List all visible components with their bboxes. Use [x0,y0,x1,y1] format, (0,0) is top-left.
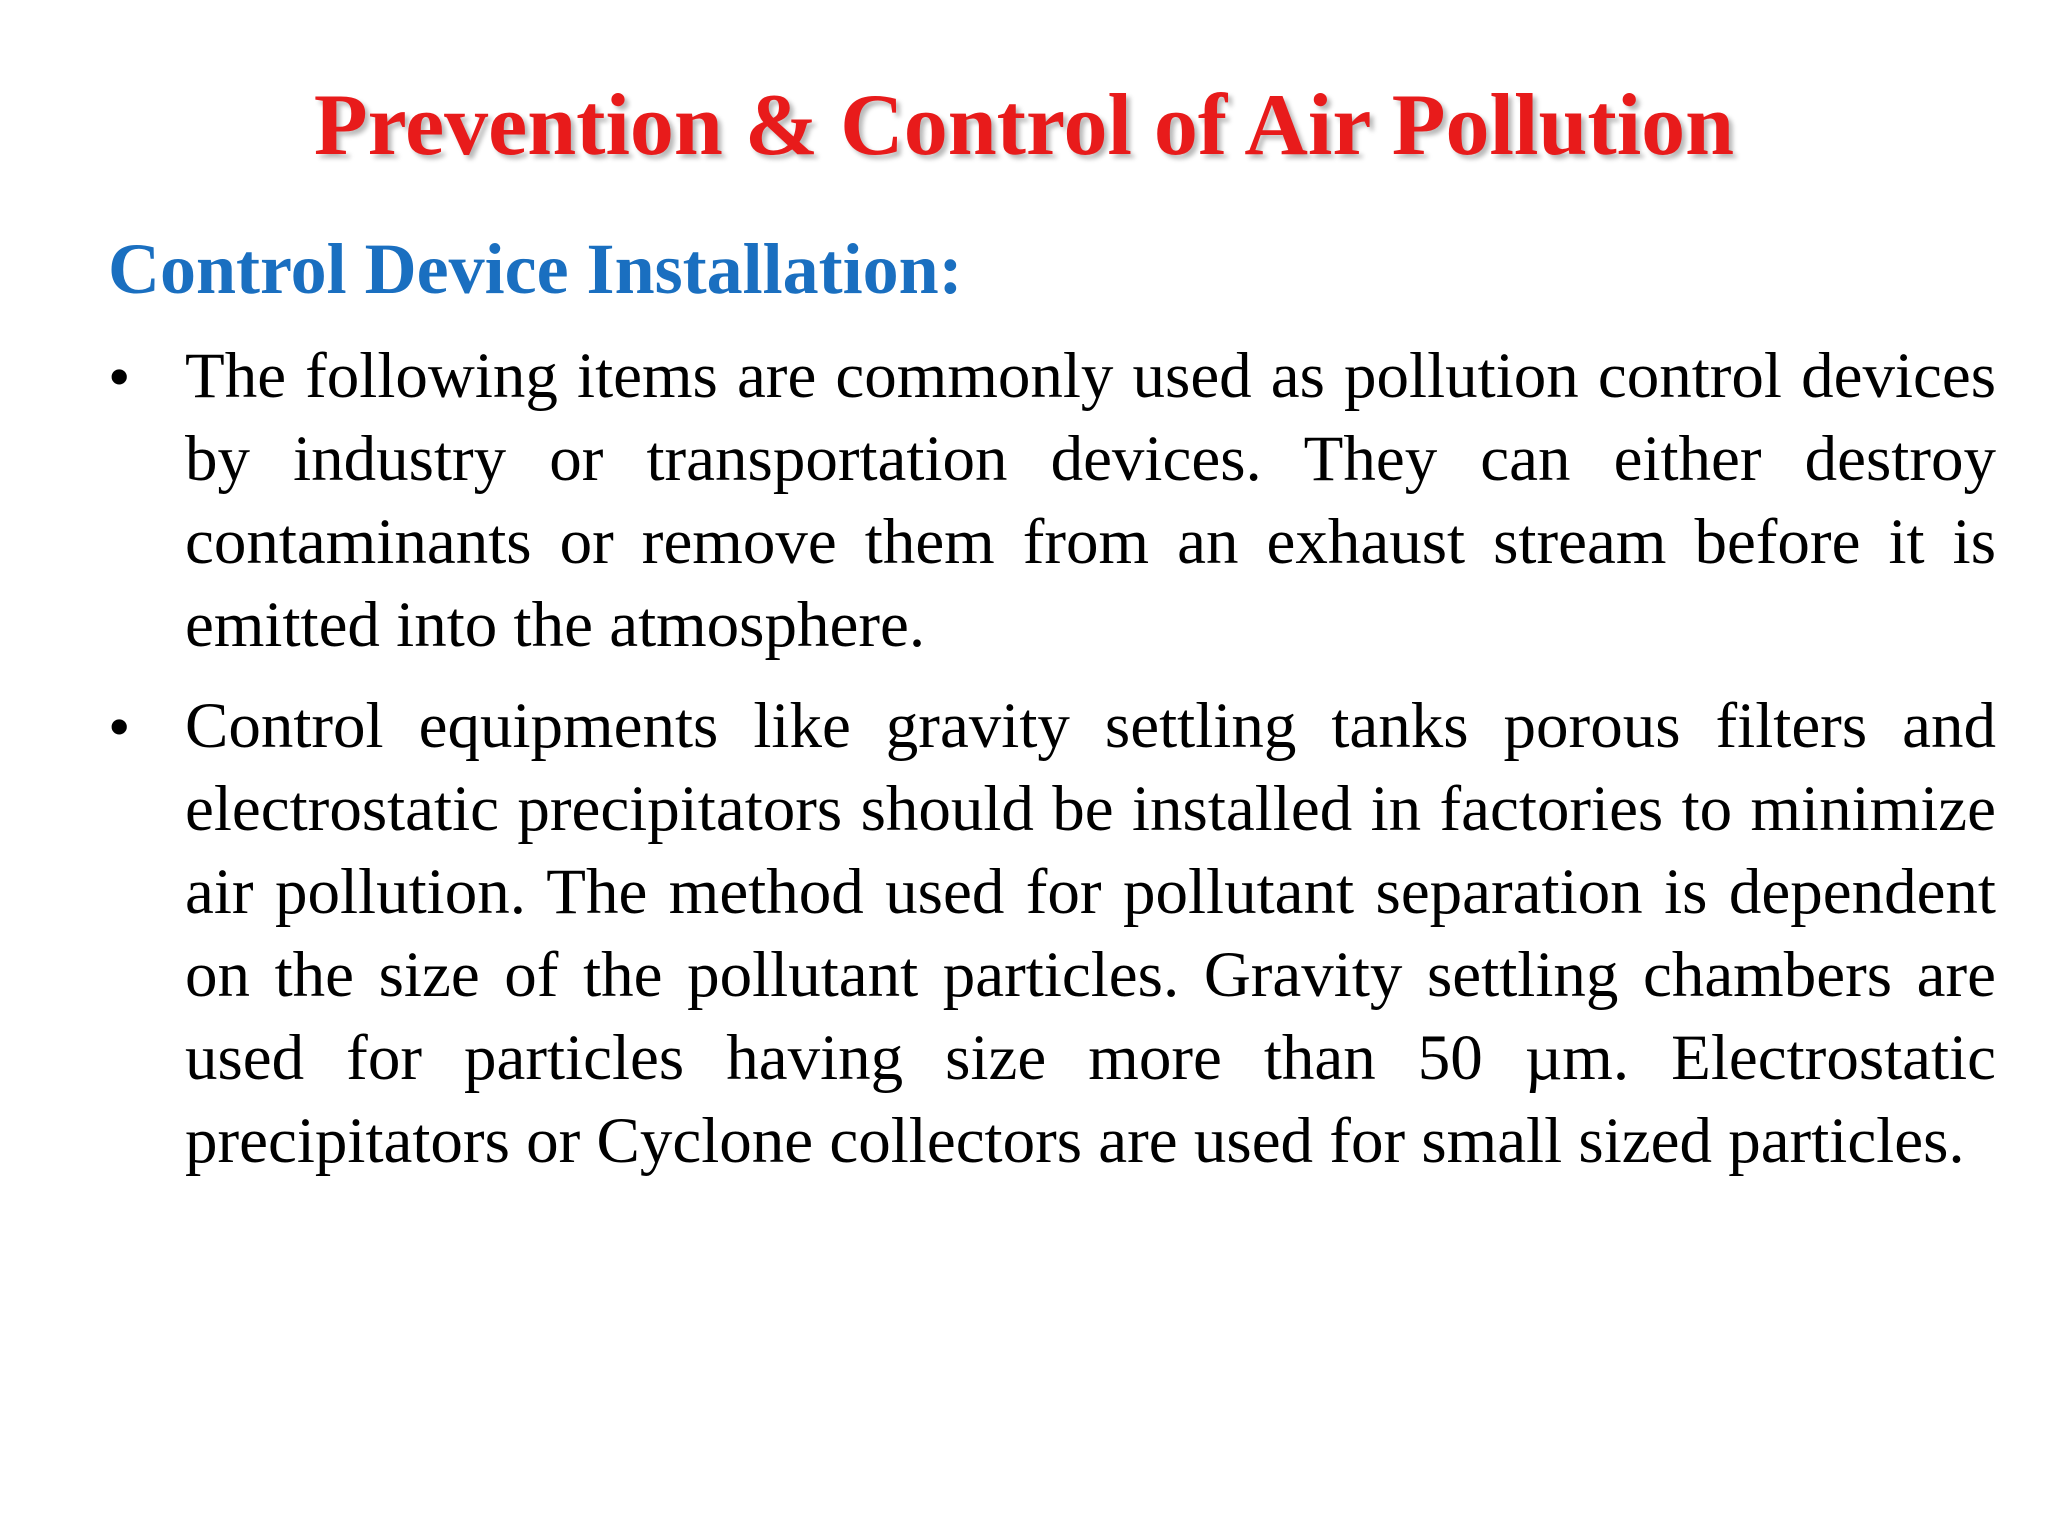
bullet-text: The following items are commonly used as pollution control devices by industry or transportation devices. They can either destroy contaminants or remove them from an exhaust stream before it is emitted into the atmosphere. [185,340,1996,661]
bullet-item [108,335,1996,667]
bullet-text: Control equipments like gravity settling tanks porous filters and electrostatic precipitators should be installed in factories to minimize air pollution. The method used for pollutant separation is dependent on the size of the pollutant particles. Gravity settling chambers are used for particles having size more than 50 µm. Electrostatic precipitators or Cyclone collectors are used for small sized particles. [185,690,1996,1177]
slide-title: Prevention & Control of Air Pollution [313,77,1735,174]
bullet-list [108,335,1996,1201]
bullet-dot-icon: • [108,691,131,762]
bullet-item [108,685,1996,1183]
section-heading: Control Device Installation: [108,229,963,309]
bullet-dot-icon: • [108,341,131,412]
